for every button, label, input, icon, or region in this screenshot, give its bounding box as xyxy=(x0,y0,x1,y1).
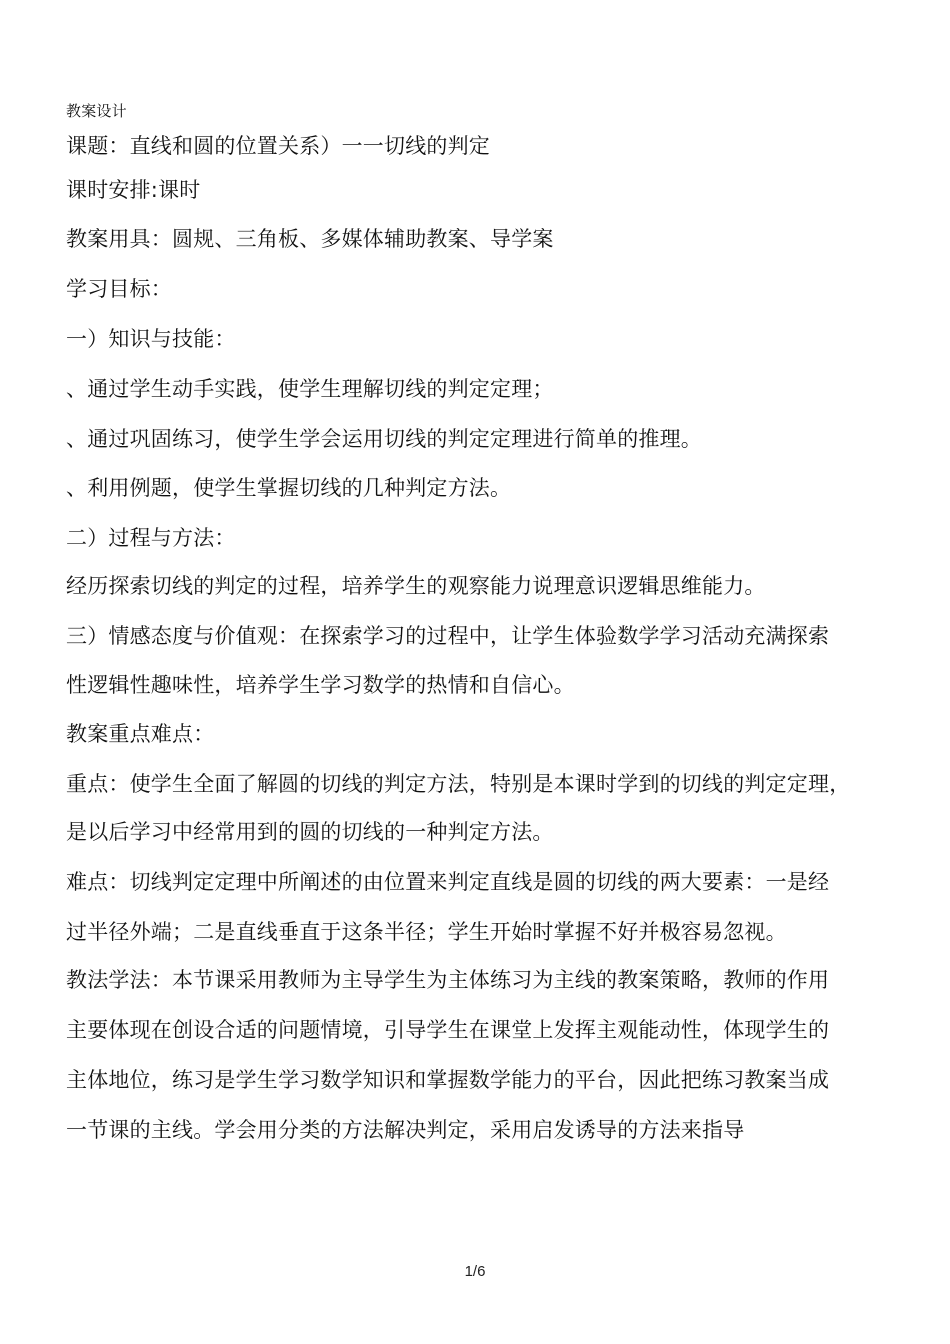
difficulty-line-1: 难点：切线判定定理中所阐述的由位置来判定直线是圆的切线的两大要素：一是经 xyxy=(66,870,830,894)
key-point-line-1: 重点：使学生全面了解圆的切线的判定方法，特别是本课时学到的切线的判定定理， xyxy=(66,772,851,796)
process-paragraph: 经历探索切线的判定的过程，培养学生的观察能力说理意识逻辑思维能力。 xyxy=(66,574,766,598)
lesson-title: 课题：直线和圆的位置关系）一一切线的判定 xyxy=(66,134,490,158)
goal-process-heading: 二）过程与方法： xyxy=(66,526,236,550)
attitude-paragraph-line-1: 三）情感态度与价值观：在探索学习的过程中，让学生体验数学学习活动充满探索 xyxy=(66,624,830,648)
goal-item-2: 、通过巩固练习，使学生学会运用切线的判定定理进行简单的推理。 xyxy=(66,427,702,451)
method-line-4: 一节课的主线。学会用分类的方法解决判定，采用启发诱导的方法来指导 xyxy=(66,1118,745,1142)
method-line-2: 主要体现在创设合适的问题情境，引导学生在课堂上发挥主观能动性，体现学生的 xyxy=(66,1018,830,1042)
key-point-line-2: 是以后学习中经常用到的圆的切线的一种判定方法。 xyxy=(66,820,554,844)
learning-goals-heading: 学习目标： xyxy=(66,277,172,301)
key-difficult-heading: 教案重点难点： xyxy=(66,722,215,746)
doc-header: 教案设计 xyxy=(66,102,127,120)
method-line-3: 主体地位，练习是学生学习数学知识和掌握数学能力的平台，因此把练习教案当成 xyxy=(66,1068,830,1092)
page-number: 1/6 xyxy=(464,1263,486,1280)
method-line-1: 教法学法：本节课采用教师为主导学生为主体练习为主线的教案策略，教师的作用 xyxy=(66,968,830,992)
difficulty-line-2: 过半径外端；二是直线垂直于这条半径；学生开始时掌握不好并极容易忽视。 xyxy=(66,920,787,944)
goal-item-1: 、通过学生动手实践，使学生理解切线的判定定理； xyxy=(66,377,554,401)
class-schedule: 课时安排:课时 xyxy=(66,178,201,202)
teaching-tools: 教案用具：圆规、三角板、多媒体辅助教案、导学案 xyxy=(66,227,554,251)
attitude-paragraph-line-2: 性逻辑性趣味性，培养学生学习数学的热情和自信心。 xyxy=(66,673,575,697)
goal-item-3: 、利用例题，使学生掌握切线的几种判定方法。 xyxy=(66,476,512,500)
goal-knowledge-heading: 一）知识与技能： xyxy=(66,327,236,351)
